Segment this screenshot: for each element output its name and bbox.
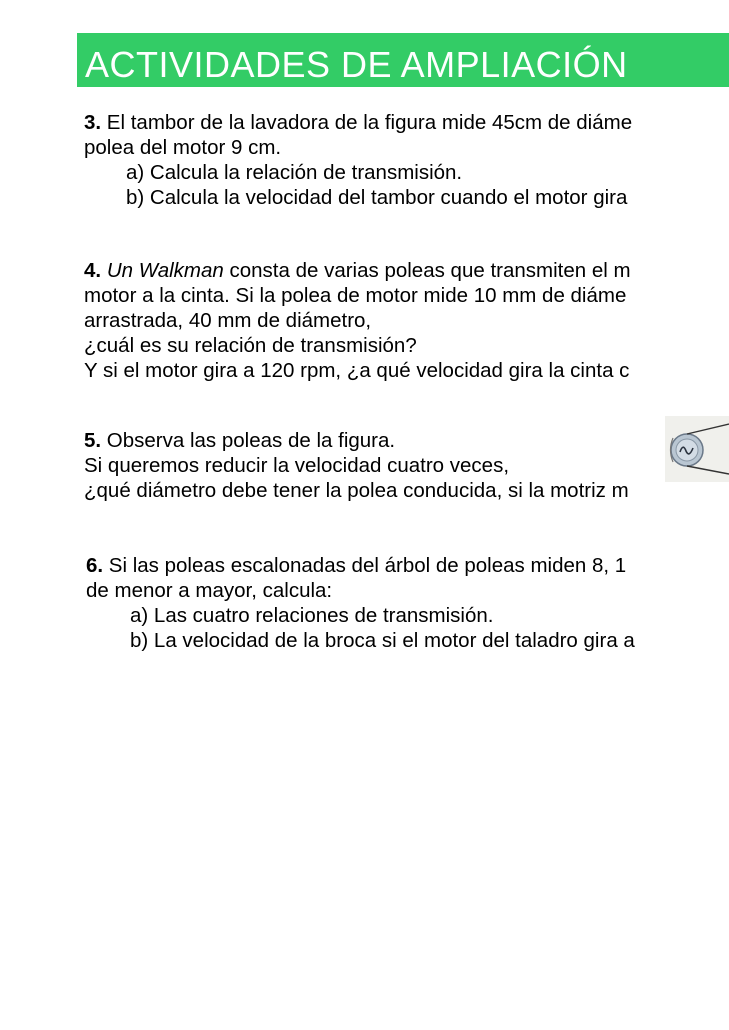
exercise-3-line-2: polea del motor 9 cm. bbox=[84, 136, 282, 159]
exercise-5-line-3: ¿qué diámetro debe tener la polea conducida, si la motriz m bbox=[84, 479, 629, 502]
exercise-3-line-1 bbox=[84, 110, 632, 135]
exercise-6-statement: Si las poleas escalonadas del árbol de poleas miden 8, 1 bbox=[103, 554, 627, 577]
exercise-6-line-1 bbox=[86, 553, 635, 578]
exercise-4-line-3: arrastrada, 40 mm de diámetro, bbox=[84, 309, 372, 332]
exercise-6-number: 6. bbox=[86, 554, 104, 577]
exercise-4-italic-term: Un Walkman bbox=[106, 259, 224, 282]
exercise-5-statement: Observa las poleas de la figura. bbox=[101, 429, 396, 452]
exercise-4-number: 4. bbox=[84, 259, 102, 282]
pulley-figure bbox=[665, 416, 729, 482]
exercise-3-number: 3. bbox=[84, 111, 102, 134]
exercise-4 bbox=[84, 258, 631, 383]
page-title: ACTIVIDADES DE AMPLIACIÓN bbox=[85, 44, 628, 85]
exercise-5 bbox=[84, 428, 629, 503]
exercise-6-item-b: b) La velocidad de la broca si el motor del taladro gira a bbox=[130, 629, 635, 652]
exercise-6 bbox=[86, 553, 635, 653]
exercise-5-line-2: Si queremos reducir la velocidad cuatro veces, bbox=[84, 454, 510, 477]
exercise-4-line-4: ¿cuál es su relación de transmisión? bbox=[84, 334, 417, 357]
exercise-5-number: 5. bbox=[84, 429, 102, 452]
exercise-3 bbox=[84, 110, 632, 210]
exercise-3-item-a: a) Calcula la relación de transmisión. bbox=[126, 161, 463, 184]
exercise-5-line-1 bbox=[84, 428, 629, 453]
title-bar bbox=[77, 33, 729, 87]
exercise-4-statement: consta de varias poleas que transmiten el m bbox=[223, 259, 631, 282]
exercise-3-statement: El tambor de la lavadora de la figura mide 45cm de diáme bbox=[101, 111, 633, 134]
exercise-4-line-1 bbox=[84, 258, 631, 283]
exercise-6-line-2: de menor a mayor, calcula: bbox=[86, 579, 333, 602]
exercise-6-item-a: a) Las cuatro relaciones de transmisión. bbox=[130, 604, 494, 627]
exercise-4-line-2: motor a la cinta. Si la polea de motor mide 10 mm de diáme bbox=[84, 284, 627, 307]
pulley-icon bbox=[665, 416, 729, 482]
exercise-4-line-5: Y si el motor gira a 120 rpm, ¿a qué velocidad gira la cinta c bbox=[84, 359, 630, 382]
exercise-3-item-b: b) Calcula la velocidad del tambor cuando el motor gira bbox=[126, 186, 628, 209]
